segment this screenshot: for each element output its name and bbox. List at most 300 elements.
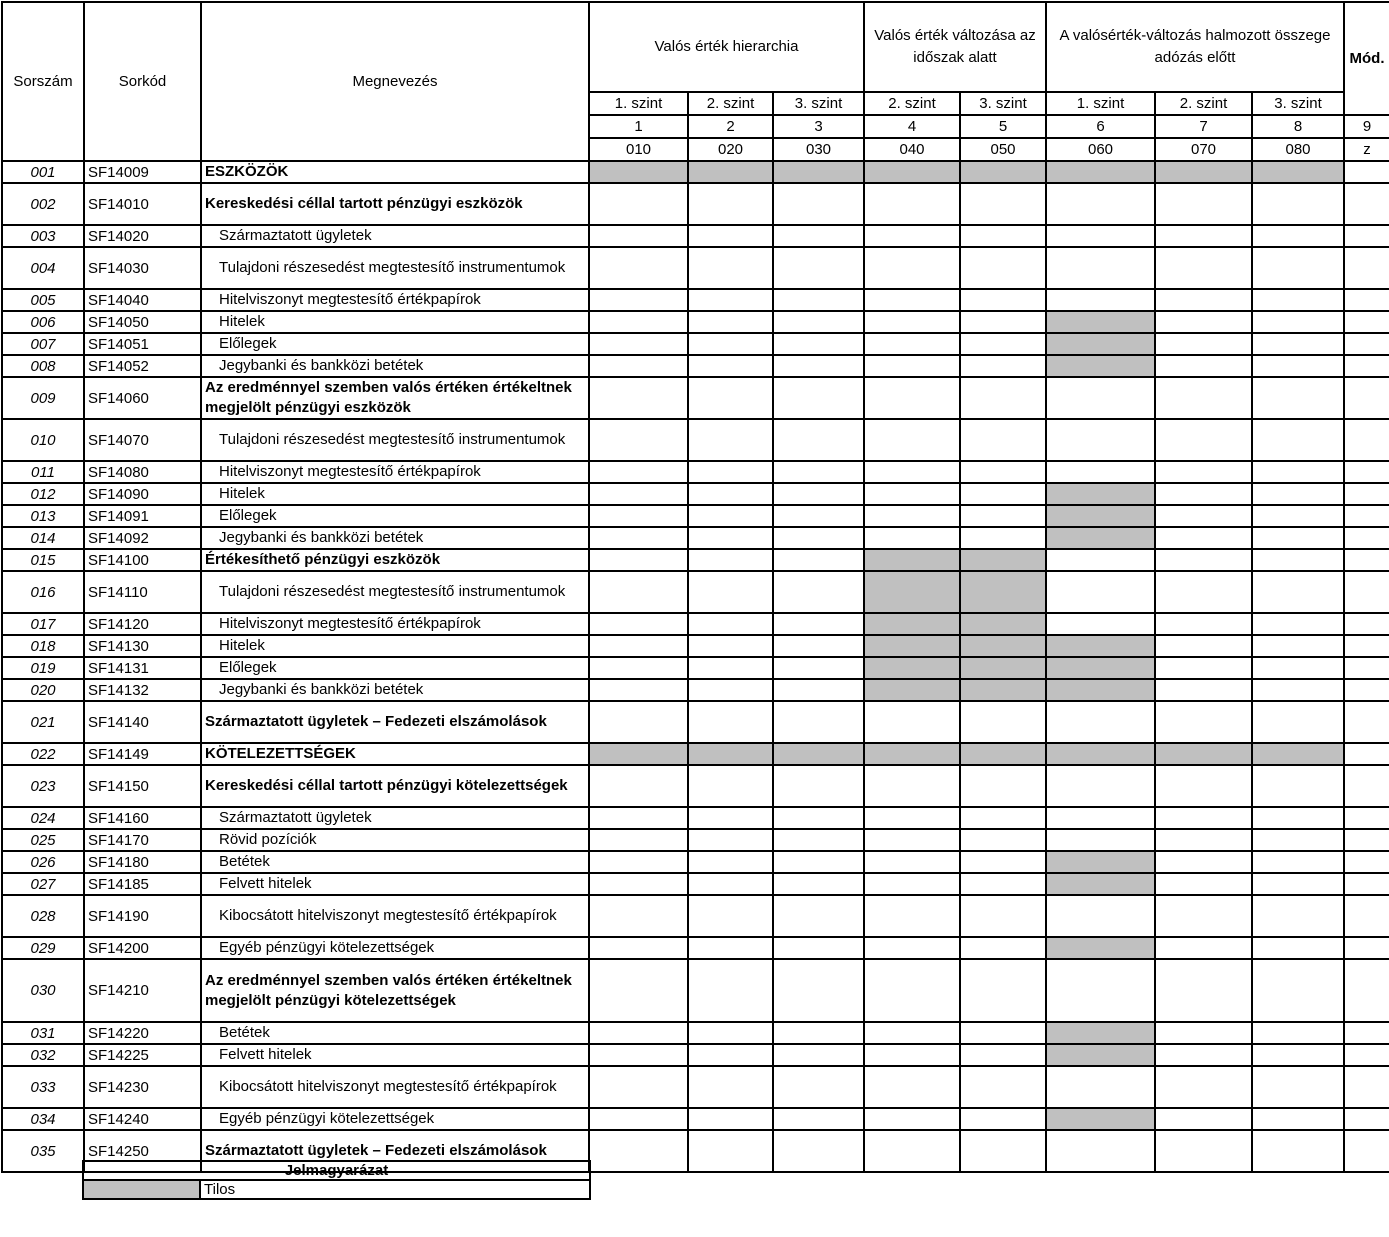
data-cell[interactable] bbox=[960, 311, 1046, 333]
data-cell[interactable] bbox=[688, 1044, 773, 1066]
data-cell[interactable] bbox=[864, 225, 960, 247]
data-cell[interactable] bbox=[773, 1022, 864, 1044]
data-cell[interactable] bbox=[688, 1108, 773, 1130]
data-cell[interactable] bbox=[1046, 549, 1155, 571]
data-cell[interactable] bbox=[589, 873, 688, 895]
data-cell[interactable] bbox=[688, 1066, 773, 1108]
table-row bbox=[2, 289, 1389, 311]
data-cell[interactable] bbox=[1155, 937, 1252, 959]
data-cell[interactable] bbox=[773, 807, 864, 829]
row-name: Tulajdoni részesedést megtestesítő instrumentumok bbox=[201, 571, 589, 613]
data-cell[interactable] bbox=[773, 183, 864, 225]
row-number: 006 bbox=[2, 311, 84, 333]
prohibited-cell bbox=[773, 161, 864, 183]
data-cell[interactable] bbox=[1344, 311, 1389, 333]
data-cell[interactable] bbox=[1046, 613, 1155, 635]
data-cell[interactable] bbox=[1155, 289, 1252, 311]
legend-label: Tilos bbox=[200, 1180, 590, 1199]
data-cell[interactable] bbox=[589, 1044, 688, 1066]
data-cell[interactable] bbox=[1155, 571, 1252, 613]
data-cell[interactable] bbox=[589, 1066, 688, 1108]
data-cell[interactable] bbox=[960, 289, 1046, 311]
data-cell[interactable] bbox=[864, 289, 960, 311]
data-cell[interactable] bbox=[1155, 873, 1252, 895]
data-cell[interactable] bbox=[1344, 505, 1389, 527]
data-cell[interactable] bbox=[864, 701, 960, 743]
data-cell[interactable] bbox=[1344, 225, 1389, 247]
data-cell[interactable] bbox=[1046, 1130, 1155, 1172]
data-cell[interactable] bbox=[1046, 461, 1155, 483]
data-cell[interactable] bbox=[864, 333, 960, 355]
data-cell[interactable] bbox=[960, 1108, 1046, 1130]
data-cell[interactable] bbox=[1252, 183, 1344, 225]
data-cell[interactable] bbox=[960, 937, 1046, 959]
data-cell[interactable] bbox=[1252, 895, 1344, 937]
data-cell[interactable] bbox=[1252, 635, 1344, 657]
data-cell[interactable] bbox=[1155, 635, 1252, 657]
data-cell[interactable] bbox=[1344, 1022, 1389, 1044]
data-cell[interactable] bbox=[864, 355, 960, 377]
data-cell[interactable] bbox=[589, 461, 688, 483]
data-cell[interactable] bbox=[773, 549, 864, 571]
row-number: 035 bbox=[2, 1130, 84, 1172]
data-cell[interactable] bbox=[688, 571, 773, 613]
data-cell[interactable] bbox=[589, 527, 688, 549]
data-cell[interactable] bbox=[960, 527, 1046, 549]
data-cell[interactable] bbox=[1155, 527, 1252, 549]
data-cell[interactable] bbox=[1252, 549, 1344, 571]
data-cell[interactable] bbox=[1252, 613, 1344, 635]
data-cell[interactable] bbox=[1155, 311, 1252, 333]
data-cell[interactable] bbox=[1252, 483, 1344, 505]
data-cell[interactable] bbox=[1344, 571, 1389, 613]
data-cell[interactable] bbox=[1344, 247, 1389, 289]
data-cell[interactable] bbox=[589, 1108, 688, 1130]
data-cell[interactable] bbox=[864, 527, 960, 549]
data-cell[interactable] bbox=[589, 289, 688, 311]
data-cell[interactable] bbox=[688, 183, 773, 225]
data-cell[interactable] bbox=[864, 419, 960, 461]
data-cell[interactable] bbox=[688, 419, 773, 461]
data-cell[interactable] bbox=[1252, 937, 1344, 959]
data-cell[interactable] bbox=[1344, 461, 1389, 483]
data-cell[interactable] bbox=[773, 895, 864, 937]
data-cell[interactable] bbox=[1155, 1044, 1252, 1066]
data-cell[interactable] bbox=[773, 937, 864, 959]
data-cell[interactable] bbox=[1046, 895, 1155, 937]
data-cell[interactable] bbox=[773, 679, 864, 701]
data-cell[interactable] bbox=[1252, 419, 1344, 461]
data-cell[interactable] bbox=[960, 829, 1046, 851]
data-cell[interactable] bbox=[1252, 377, 1344, 419]
data-cell[interactable] bbox=[1046, 289, 1155, 311]
data-cell[interactable] bbox=[589, 311, 688, 333]
data-cell[interactable] bbox=[589, 613, 688, 635]
data-cell[interactable] bbox=[1155, 657, 1252, 679]
data-cell[interactable] bbox=[773, 483, 864, 505]
data-cell[interactable] bbox=[773, 635, 864, 657]
data-cell[interactable] bbox=[688, 829, 773, 851]
data-cell[interactable] bbox=[1344, 289, 1389, 311]
data-cell[interactable] bbox=[589, 829, 688, 851]
data-cell[interactable] bbox=[773, 701, 864, 743]
data-cell[interactable] bbox=[1252, 657, 1344, 679]
data-cell[interactable] bbox=[1252, 461, 1344, 483]
data-cell[interactable] bbox=[1155, 895, 1252, 937]
data-cell[interactable] bbox=[1344, 765, 1389, 807]
data-cell[interactable] bbox=[688, 701, 773, 743]
data-cell[interactable] bbox=[688, 765, 773, 807]
data-cell[interactable] bbox=[1155, 1066, 1252, 1108]
data-cell[interactable] bbox=[773, 1108, 864, 1130]
data-cell[interactable] bbox=[1252, 701, 1344, 743]
data-cell[interactable] bbox=[589, 765, 688, 807]
data-cell[interactable] bbox=[1252, 571, 1344, 613]
data-cell[interactable] bbox=[1344, 549, 1389, 571]
data-cell[interactable] bbox=[773, 419, 864, 461]
data-cell[interactable] bbox=[688, 1130, 773, 1172]
prohibited-cell bbox=[864, 549, 960, 571]
data-cell[interactable] bbox=[1252, 1066, 1344, 1108]
data-cell[interactable] bbox=[688, 225, 773, 247]
data-cell[interactable] bbox=[960, 807, 1046, 829]
data-cell[interactable] bbox=[589, 657, 688, 679]
data-cell[interactable] bbox=[960, 247, 1046, 289]
data-cell[interactable] bbox=[688, 355, 773, 377]
data-cell[interactable] bbox=[1252, 527, 1344, 549]
data-cell[interactable] bbox=[1252, 807, 1344, 829]
data-cell[interactable] bbox=[1252, 829, 1344, 851]
data-cell[interactable] bbox=[773, 1044, 864, 1066]
data-cell[interactable] bbox=[960, 419, 1046, 461]
data-cell[interactable] bbox=[688, 679, 773, 701]
data-cell[interactable] bbox=[1155, 829, 1252, 851]
data-cell[interactable] bbox=[773, 247, 864, 289]
data-cell[interactable] bbox=[1155, 461, 1252, 483]
header-level: 3. szint bbox=[960, 92, 1046, 115]
row-number: 029 bbox=[2, 937, 84, 959]
data-cell[interactable] bbox=[1344, 959, 1389, 1022]
data-cell[interactable] bbox=[589, 1130, 688, 1172]
row-name: Előlegek bbox=[201, 657, 589, 679]
prohibited-cell bbox=[1046, 161, 1155, 183]
data-cell[interactable] bbox=[960, 505, 1046, 527]
data-cell[interactable] bbox=[688, 937, 773, 959]
data-cell[interactable] bbox=[960, 1066, 1046, 1108]
row-number: 012 bbox=[2, 483, 84, 505]
data-cell[interactable] bbox=[773, 873, 864, 895]
data-cell[interactable] bbox=[960, 183, 1046, 225]
data-cell[interactable] bbox=[864, 461, 960, 483]
data-cell[interactable] bbox=[1252, 1044, 1344, 1066]
data-cell[interactable] bbox=[688, 505, 773, 527]
data-cell[interactable] bbox=[1046, 807, 1155, 829]
data-cell[interactable] bbox=[1155, 959, 1252, 1022]
prohibited-cell bbox=[960, 161, 1046, 183]
data-cell[interactable] bbox=[773, 505, 864, 527]
row-name: Származtatott ügyletek bbox=[201, 807, 589, 829]
data-cell[interactable] bbox=[1046, 765, 1155, 807]
data-cell[interactable] bbox=[1046, 829, 1155, 851]
data-cell[interactable] bbox=[864, 1044, 960, 1066]
data-cell[interactable] bbox=[1344, 1108, 1389, 1130]
data-cell[interactable] bbox=[1344, 355, 1389, 377]
data-cell[interactable] bbox=[864, 247, 960, 289]
data-cell[interactable] bbox=[589, 247, 688, 289]
data-cell[interactable] bbox=[589, 549, 688, 571]
data-cell[interactable] bbox=[1344, 873, 1389, 895]
data-cell[interactable] bbox=[1046, 183, 1155, 225]
data-cell[interactable] bbox=[1155, 225, 1252, 247]
data-cell[interactable] bbox=[1155, 355, 1252, 377]
data-cell[interactable] bbox=[688, 289, 773, 311]
data-cell[interactable] bbox=[864, 937, 960, 959]
data-cell[interactable] bbox=[864, 1130, 960, 1172]
data-cell[interactable] bbox=[688, 959, 773, 1022]
data-cell[interactable] bbox=[589, 183, 688, 225]
data-cell[interactable] bbox=[589, 635, 688, 657]
data-cell[interactable] bbox=[589, 483, 688, 505]
data-cell[interactable] bbox=[1155, 505, 1252, 527]
data-cell[interactable] bbox=[773, 289, 864, 311]
data-cell[interactable] bbox=[960, 959, 1046, 1022]
data-cell[interactable] bbox=[1046, 225, 1155, 247]
data-cell[interactable] bbox=[589, 571, 688, 613]
data-cell[interactable] bbox=[1344, 183, 1389, 225]
data-cell[interactable] bbox=[1252, 505, 1344, 527]
data-cell[interactable] bbox=[1155, 1130, 1252, 1172]
data-cell[interactable] bbox=[1155, 1108, 1252, 1130]
data-cell[interactable] bbox=[688, 807, 773, 829]
data-cell[interactable] bbox=[864, 505, 960, 527]
data-cell[interactable] bbox=[1344, 483, 1389, 505]
data-cell[interactable] bbox=[773, 765, 864, 807]
data-cell[interactable] bbox=[1155, 419, 1252, 461]
row-name: Hitelek bbox=[201, 311, 589, 333]
data-cell[interactable] bbox=[960, 895, 1046, 937]
data-cell[interactable] bbox=[1252, 1108, 1344, 1130]
data-cell[interactable] bbox=[688, 873, 773, 895]
data-cell[interactable] bbox=[864, 959, 960, 1022]
data-cell[interactable] bbox=[688, 1022, 773, 1044]
data-cell[interactable] bbox=[1252, 765, 1344, 807]
prohibited-cell bbox=[1046, 873, 1155, 895]
data-cell[interactable] bbox=[960, 851, 1046, 873]
data-cell[interactable] bbox=[960, 873, 1046, 895]
data-cell[interactable] bbox=[773, 851, 864, 873]
data-cell[interactable] bbox=[589, 895, 688, 937]
data-cell[interactable] bbox=[1344, 377, 1389, 419]
header-colcode: 080 bbox=[1252, 138, 1344, 161]
data-cell[interactable] bbox=[589, 333, 688, 355]
row-number: 025 bbox=[2, 829, 84, 851]
data-cell[interactable] bbox=[1046, 701, 1155, 743]
data-cell[interactable] bbox=[773, 311, 864, 333]
data-cell[interactable] bbox=[1155, 807, 1252, 829]
data-cell[interactable] bbox=[864, 377, 960, 419]
data-cell[interactable] bbox=[688, 549, 773, 571]
data-cell[interactable] bbox=[1155, 851, 1252, 873]
row-number: 004 bbox=[2, 247, 84, 289]
data-cell[interactable] bbox=[1344, 419, 1389, 461]
data-cell[interactable] bbox=[589, 807, 688, 829]
data-cell[interactable] bbox=[1344, 743, 1389, 765]
data-cell[interactable] bbox=[1155, 701, 1252, 743]
data-cell[interactable] bbox=[864, 765, 960, 807]
header-colcode: 050 bbox=[960, 138, 1046, 161]
data-cell[interactable] bbox=[1344, 1044, 1389, 1066]
row-number: 003 bbox=[2, 225, 84, 247]
data-cell[interactable] bbox=[1155, 613, 1252, 635]
data-cell[interactable] bbox=[1252, 247, 1344, 289]
data-cell[interactable] bbox=[773, 355, 864, 377]
data-cell[interactable] bbox=[864, 829, 960, 851]
data-cell[interactable] bbox=[1344, 635, 1389, 657]
data-cell[interactable] bbox=[589, 505, 688, 527]
data-cell[interactable] bbox=[773, 657, 864, 679]
data-cell[interactable] bbox=[960, 333, 1046, 355]
data-cell[interactable] bbox=[688, 333, 773, 355]
data-cell[interactable] bbox=[864, 483, 960, 505]
data-cell[interactable] bbox=[688, 311, 773, 333]
data-cell[interactable] bbox=[864, 851, 960, 873]
data-cell[interactable] bbox=[864, 1022, 960, 1044]
data-cell[interactable] bbox=[688, 635, 773, 657]
data-cell[interactable] bbox=[1155, 1022, 1252, 1044]
data-cell[interactable] bbox=[1252, 225, 1344, 247]
data-cell[interactable] bbox=[1344, 701, 1389, 743]
header-level: 2. szint bbox=[864, 92, 960, 115]
data-cell[interactable] bbox=[1344, 807, 1389, 829]
data-cell[interactable] bbox=[864, 1066, 960, 1108]
data-cell[interactable] bbox=[1344, 895, 1389, 937]
data-cell[interactable] bbox=[864, 895, 960, 937]
data-cell[interactable] bbox=[773, 333, 864, 355]
data-cell[interactable] bbox=[1155, 183, 1252, 225]
data-cell[interactable] bbox=[1252, 1022, 1344, 1044]
data-cell[interactable] bbox=[1155, 333, 1252, 355]
data-cell[interactable] bbox=[1046, 1066, 1155, 1108]
data-cell[interactable] bbox=[864, 807, 960, 829]
data-cell[interactable] bbox=[1252, 311, 1344, 333]
data-cell[interactable] bbox=[773, 527, 864, 549]
data-cell[interactable] bbox=[960, 1022, 1046, 1044]
data-cell[interactable] bbox=[1344, 829, 1389, 851]
header-level: 2. szint bbox=[1155, 92, 1252, 115]
row-number: 019 bbox=[2, 657, 84, 679]
data-cell[interactable] bbox=[960, 765, 1046, 807]
data-cell[interactable] bbox=[864, 1108, 960, 1130]
data-cell[interactable] bbox=[688, 247, 773, 289]
data-cell[interactable] bbox=[1344, 679, 1389, 701]
data-cell[interactable] bbox=[1344, 333, 1389, 355]
data-cell[interactable] bbox=[773, 225, 864, 247]
data-cell[interactable] bbox=[960, 225, 1046, 247]
data-cell[interactable] bbox=[960, 1044, 1046, 1066]
data-cell[interactable] bbox=[589, 701, 688, 743]
data-cell[interactable] bbox=[1344, 1066, 1389, 1108]
data-cell[interactable] bbox=[1344, 527, 1389, 549]
data-cell[interactable] bbox=[589, 377, 688, 419]
data-cell[interactable] bbox=[1155, 679, 1252, 701]
data-cell[interactable] bbox=[1252, 959, 1344, 1022]
prohibited-cell bbox=[1046, 657, 1155, 679]
data-cell[interactable] bbox=[688, 527, 773, 549]
data-cell[interactable] bbox=[589, 419, 688, 461]
data-cell[interactable] bbox=[1252, 1130, 1344, 1172]
data-cell[interactable] bbox=[960, 483, 1046, 505]
data-cell[interactable] bbox=[688, 895, 773, 937]
data-cell[interactable] bbox=[688, 483, 773, 505]
data-cell[interactable] bbox=[688, 657, 773, 679]
data-cell[interactable] bbox=[773, 461, 864, 483]
data-cell[interactable] bbox=[1046, 419, 1155, 461]
data-cell[interactable] bbox=[773, 571, 864, 613]
data-cell[interactable] bbox=[1155, 247, 1252, 289]
data-cell[interactable] bbox=[1344, 1130, 1389, 1172]
data-cell[interactable] bbox=[1155, 765, 1252, 807]
data-cell[interactable] bbox=[589, 937, 688, 959]
data-cell[interactable] bbox=[1344, 657, 1389, 679]
data-cell[interactable] bbox=[688, 377, 773, 419]
row-number: 011 bbox=[2, 461, 84, 483]
data-cell[interactable] bbox=[1252, 851, 1344, 873]
data-cell[interactable] bbox=[1344, 851, 1389, 873]
data-cell[interactable] bbox=[960, 355, 1046, 377]
data-cell[interactable] bbox=[960, 701, 1046, 743]
data-cell[interactable] bbox=[1252, 289, 1344, 311]
data-cell[interactable] bbox=[1252, 873, 1344, 895]
data-cell[interactable] bbox=[773, 377, 864, 419]
data-cell[interactable] bbox=[773, 1130, 864, 1172]
data-cell[interactable] bbox=[1344, 937, 1389, 959]
data-cell[interactable] bbox=[688, 461, 773, 483]
row-code: SF14190 bbox=[84, 895, 201, 937]
data-cell[interactable] bbox=[864, 873, 960, 895]
data-cell[interactable] bbox=[864, 311, 960, 333]
data-cell[interactable] bbox=[589, 851, 688, 873]
data-cell[interactable] bbox=[1344, 161, 1389, 183]
data-cell[interactable] bbox=[688, 613, 773, 635]
data-cell[interactable] bbox=[773, 1066, 864, 1108]
data-cell[interactable] bbox=[1155, 377, 1252, 419]
data-cell[interactable] bbox=[960, 377, 1046, 419]
data-cell[interactable] bbox=[589, 959, 688, 1022]
data-cell[interactable] bbox=[1046, 247, 1155, 289]
data-cell[interactable] bbox=[589, 1022, 688, 1044]
data-cell[interactable] bbox=[960, 1130, 1046, 1172]
data-cell[interactable] bbox=[773, 829, 864, 851]
data-cell[interactable] bbox=[688, 851, 773, 873]
data-cell[interactable] bbox=[864, 183, 960, 225]
data-cell[interactable] bbox=[1252, 355, 1344, 377]
data-cell[interactable] bbox=[1046, 377, 1155, 419]
data-cell[interactable] bbox=[1046, 571, 1155, 613]
data-cell[interactable] bbox=[1252, 679, 1344, 701]
data-cell[interactable] bbox=[1046, 959, 1155, 1022]
data-cell[interactable] bbox=[589, 679, 688, 701]
data-cell[interactable] bbox=[589, 355, 688, 377]
data-cell[interactable] bbox=[773, 959, 864, 1022]
data-cell[interactable] bbox=[1155, 549, 1252, 571]
data-cell[interactable] bbox=[1252, 333, 1344, 355]
data-cell[interactable] bbox=[773, 613, 864, 635]
data-cell[interactable] bbox=[960, 461, 1046, 483]
table-row bbox=[2, 1108, 1389, 1130]
data-cell[interactable] bbox=[1155, 483, 1252, 505]
data-cell[interactable] bbox=[589, 225, 688, 247]
data-cell[interactable] bbox=[1344, 613, 1389, 635]
